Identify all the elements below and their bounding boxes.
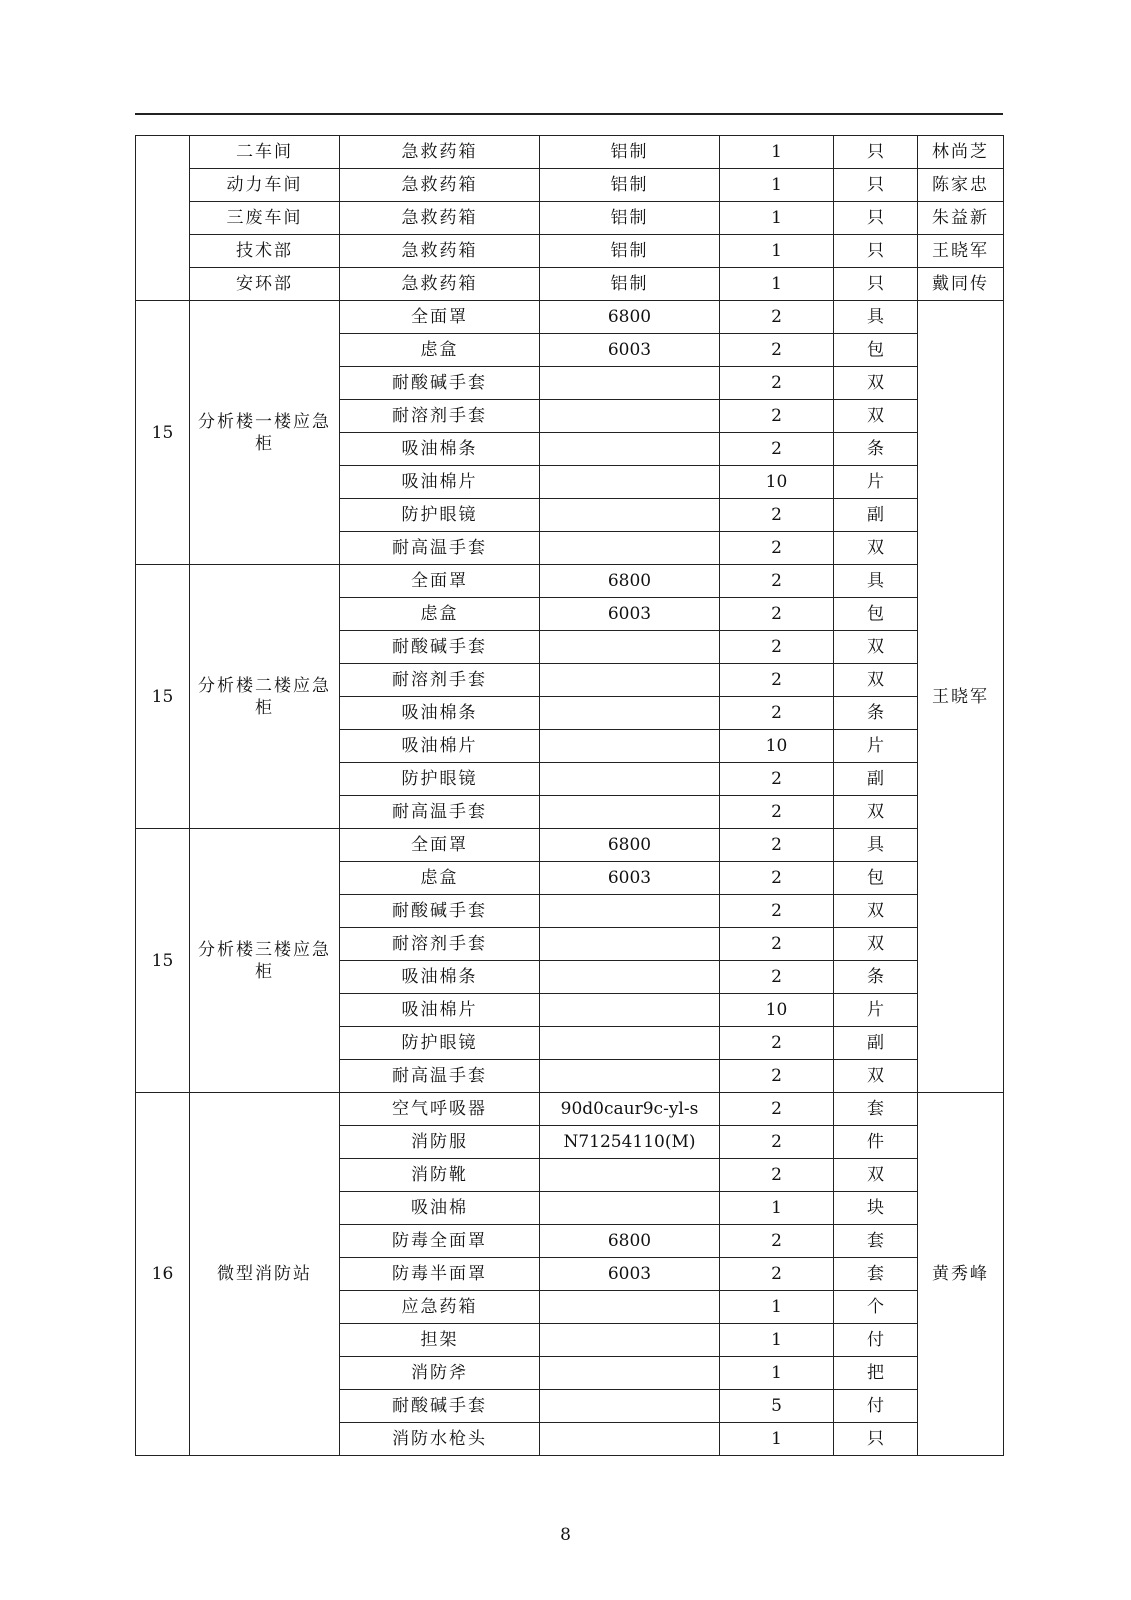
unit-cell: 套	[834, 1225, 918, 1258]
quantity-cell: 2	[720, 1126, 834, 1159]
spec-cell	[540, 895, 720, 928]
spec-cell: 6800	[540, 301, 720, 334]
quantity-cell: 1	[720, 1192, 834, 1225]
spec-cell	[540, 1159, 720, 1192]
unit-cell: 双	[834, 631, 918, 664]
quantity-cell: 2	[720, 367, 834, 400]
quantity-cell: 2	[720, 499, 834, 532]
quantity-cell: 2	[720, 631, 834, 664]
quantity-cell: 2	[720, 763, 834, 796]
unit-cell: 套	[834, 1258, 918, 1291]
spec-cell: 6003	[540, 862, 720, 895]
unit-cell: 件	[834, 1126, 918, 1159]
item-name-cell: 消防斧	[340, 1357, 540, 1390]
person-cell: 王晓军	[918, 301, 1004, 1093]
spec-cell	[540, 1291, 720, 1324]
row-number-cell: 15	[136, 829, 190, 1093]
quantity-cell: 1	[720, 1423, 834, 1456]
table-row	[136, 136, 1004, 169]
unit-cell: 包	[834, 598, 918, 631]
quantity-cell: 2	[720, 862, 834, 895]
quantity-cell: 1	[720, 1357, 834, 1390]
spec-cell	[540, 664, 720, 697]
item-name-cell: 全面罩	[340, 565, 540, 598]
quantity-cell: 2	[720, 1258, 834, 1291]
quantity-cell: 2	[720, 532, 834, 565]
quantity-cell: 2	[720, 1225, 834, 1258]
location-cell: 技术部	[190, 235, 340, 268]
location-cell: 微型消防站	[190, 1093, 340, 1456]
spec-cell	[540, 1423, 720, 1456]
item-name-cell: 担架	[340, 1324, 540, 1357]
location-cell: 安环部	[190, 268, 340, 301]
unit-cell: 块	[834, 1192, 918, 1225]
unit-cell: 片	[834, 466, 918, 499]
item-name-cell: 吸油棉条	[340, 697, 540, 730]
quantity-cell: 2	[720, 598, 834, 631]
unit-cell: 条	[834, 961, 918, 994]
quantity-cell: 1	[720, 1291, 834, 1324]
person-cell: 戴同传	[918, 268, 1004, 301]
unit-cell: 包	[834, 334, 918, 367]
unit-cell: 双	[834, 796, 918, 829]
quantity-cell: 2	[720, 301, 834, 334]
item-name-cell: 消防靴	[340, 1159, 540, 1192]
header-rule	[135, 113, 1003, 115]
unit-cell: 双	[834, 1060, 918, 1093]
spec-cell	[540, 367, 720, 400]
spec-cell: 90d0caur9c-yl-s	[540, 1093, 720, 1126]
spec-cell: 铝制	[540, 202, 720, 235]
item-name-cell: 吸油棉	[340, 1192, 540, 1225]
spec-cell	[540, 1390, 720, 1423]
unit-cell: 套	[834, 1093, 918, 1126]
spec-cell	[540, 466, 720, 499]
location-cell: 动力车间	[190, 169, 340, 202]
table-row	[136, 202, 1004, 235]
unit-cell: 双	[834, 664, 918, 697]
item-name-cell: 全面罩	[340, 301, 540, 334]
item-name-cell: 耐酸碱手套	[340, 1390, 540, 1423]
unit-cell: 只	[834, 136, 918, 169]
item-name-cell: 吸油棉片	[340, 994, 540, 1027]
table-row	[136, 268, 1004, 301]
row-number-cell	[136, 136, 190, 301]
spec-cell: N71254110(M)	[540, 1126, 720, 1159]
unit-cell: 副	[834, 763, 918, 796]
table-row	[136, 1093, 1004, 1126]
item-name-cell: 耐溶剂手套	[340, 928, 540, 961]
row-number-cell: 15	[136, 301, 190, 565]
item-name-cell: 吸油棉条	[340, 433, 540, 466]
quantity-cell: 1	[720, 235, 834, 268]
item-name-cell: 应急药箱	[340, 1291, 540, 1324]
item-name-cell: 空气呼吸器	[340, 1093, 540, 1126]
item-name-cell: 吸油棉条	[340, 961, 540, 994]
spec-cell: 6800	[540, 565, 720, 598]
spec-cell	[540, 961, 720, 994]
item-name-cell: 急救药箱	[340, 202, 540, 235]
item-name-cell: 耐溶剂手套	[340, 400, 540, 433]
item-name-cell: 急救药箱	[340, 169, 540, 202]
table-row	[136, 301, 1004, 334]
spec-cell: 6003	[540, 334, 720, 367]
spec-cell: 6003	[540, 598, 720, 631]
unit-cell: 双	[834, 928, 918, 961]
page-number: 8	[560, 1525, 571, 1545]
unit-cell: 具	[834, 829, 918, 862]
unit-cell: 只	[834, 1423, 918, 1456]
quantity-cell: 10	[720, 730, 834, 763]
item-name-cell: 吸油棉片	[340, 466, 540, 499]
spec-cell: 铝制	[540, 136, 720, 169]
unit-cell: 包	[834, 862, 918, 895]
unit-cell: 具	[834, 301, 918, 334]
spec-cell	[540, 499, 720, 532]
quantity-cell: 2	[720, 1060, 834, 1093]
quantity-cell: 1	[720, 136, 834, 169]
item-name-cell: 耐酸碱手套	[340, 631, 540, 664]
item-name-cell: 消防水枪头	[340, 1423, 540, 1456]
person-cell: 黄秀峰	[918, 1093, 1004, 1456]
item-name-cell: 耐酸碱手套	[340, 367, 540, 400]
quantity-cell: 1	[720, 268, 834, 301]
quantity-cell: 10	[720, 466, 834, 499]
person-cell: 朱益新	[918, 202, 1004, 235]
item-name-cell: 防护眼镜	[340, 1027, 540, 1060]
quantity-cell: 1	[720, 169, 834, 202]
item-name-cell: 耐高温手套	[340, 1060, 540, 1093]
location-cell: 三废车间	[190, 202, 340, 235]
person-cell: 陈家忠	[918, 169, 1004, 202]
unit-cell: 条	[834, 433, 918, 466]
row-number-cell: 15	[136, 565, 190, 829]
unit-cell: 付	[834, 1324, 918, 1357]
equipment-table	[135, 135, 1004, 1456]
item-name-cell: 急救药箱	[340, 268, 540, 301]
unit-cell: 把	[834, 1357, 918, 1390]
spec-cell: 铝制	[540, 268, 720, 301]
spec-cell: 铝制	[540, 169, 720, 202]
person-cell: 林尚芝	[918, 136, 1004, 169]
spec-cell	[540, 928, 720, 961]
location-cell: 分析楼一楼应急柜	[190, 301, 340, 565]
spec-cell	[540, 532, 720, 565]
unit-cell: 副	[834, 499, 918, 532]
quantity-cell: 2	[720, 1027, 834, 1060]
unit-cell: 双	[834, 400, 918, 433]
spec-cell	[540, 631, 720, 664]
unit-cell: 具	[834, 565, 918, 598]
item-name-cell: 消防服	[340, 1126, 540, 1159]
spec-cell: 6800	[540, 829, 720, 862]
spec-cell	[540, 400, 720, 433]
unit-cell: 双	[834, 895, 918, 928]
spec-cell: 铝制	[540, 235, 720, 268]
item-name-cell: 急救药箱	[340, 235, 540, 268]
unit-cell: 副	[834, 1027, 918, 1060]
spec-cell: 6800	[540, 1225, 720, 1258]
quantity-cell: 10	[720, 994, 834, 1027]
unit-cell: 个	[834, 1291, 918, 1324]
item-name-cell: 防护眼镜	[340, 499, 540, 532]
spec-cell	[540, 1060, 720, 1093]
quantity-cell: 2	[720, 1093, 834, 1126]
item-name-cell: 防护眼镜	[340, 763, 540, 796]
quantity-cell: 2	[720, 895, 834, 928]
unit-cell: 只	[834, 202, 918, 235]
item-name-cell: 吸油棉片	[340, 730, 540, 763]
item-name-cell: 耐溶剂手套	[340, 664, 540, 697]
quantity-cell: 2	[720, 796, 834, 829]
unit-cell: 只	[834, 268, 918, 301]
spec-cell	[540, 1192, 720, 1225]
quantity-cell: 2	[720, 697, 834, 730]
item-name-cell: 耐酸碱手套	[340, 895, 540, 928]
quantity-cell: 1	[720, 1324, 834, 1357]
unit-cell: 双	[834, 367, 918, 400]
table-row	[136, 169, 1004, 202]
row-number-cell: 16	[136, 1093, 190, 1456]
quantity-cell: 2	[720, 1159, 834, 1192]
spec-cell	[540, 1027, 720, 1060]
spec-cell	[540, 796, 720, 829]
spec-cell	[540, 994, 720, 1027]
location-cell: 分析楼三楼应急柜	[190, 829, 340, 1093]
spec-cell: 6003	[540, 1258, 720, 1291]
unit-cell: 付	[834, 1390, 918, 1423]
quantity-cell: 2	[720, 928, 834, 961]
quantity-cell: 2	[720, 334, 834, 367]
item-name-cell: 虑盒	[340, 862, 540, 895]
spec-cell	[540, 1357, 720, 1390]
quantity-cell: 2	[720, 664, 834, 697]
quantity-cell: 2	[720, 829, 834, 862]
unit-cell: 条	[834, 697, 918, 730]
unit-cell: 只	[834, 169, 918, 202]
unit-cell: 只	[834, 235, 918, 268]
item-name-cell: 虑盒	[340, 334, 540, 367]
item-name-cell: 耐高温手套	[340, 796, 540, 829]
item-name-cell: 虑盒	[340, 598, 540, 631]
spec-cell	[540, 1324, 720, 1357]
unit-cell: 片	[834, 730, 918, 763]
spec-cell	[540, 433, 720, 466]
unit-cell: 片	[834, 994, 918, 1027]
table-row	[136, 565, 1004, 598]
item-name-cell: 全面罩	[340, 829, 540, 862]
quantity-cell: 2	[720, 400, 834, 433]
unit-cell: 双	[834, 1159, 918, 1192]
table-row	[136, 235, 1004, 268]
location-cell: 二车间	[190, 136, 340, 169]
table-row	[136, 829, 1004, 862]
quantity-cell: 1	[720, 202, 834, 235]
quantity-cell: 2	[720, 433, 834, 466]
item-name-cell: 急救药箱	[340, 136, 540, 169]
person-cell: 王晓军	[918, 235, 1004, 268]
location-cell: 分析楼二楼应急柜	[190, 565, 340, 829]
spec-cell	[540, 763, 720, 796]
unit-cell: 双	[834, 532, 918, 565]
item-name-cell: 防毒半面罩	[340, 1258, 540, 1291]
item-name-cell: 防毒全面罩	[340, 1225, 540, 1258]
quantity-cell: 5	[720, 1390, 834, 1423]
spec-cell	[540, 730, 720, 763]
quantity-cell: 2	[720, 565, 834, 598]
spec-cell	[540, 697, 720, 730]
item-name-cell: 耐高温手套	[340, 532, 540, 565]
quantity-cell: 2	[720, 961, 834, 994]
